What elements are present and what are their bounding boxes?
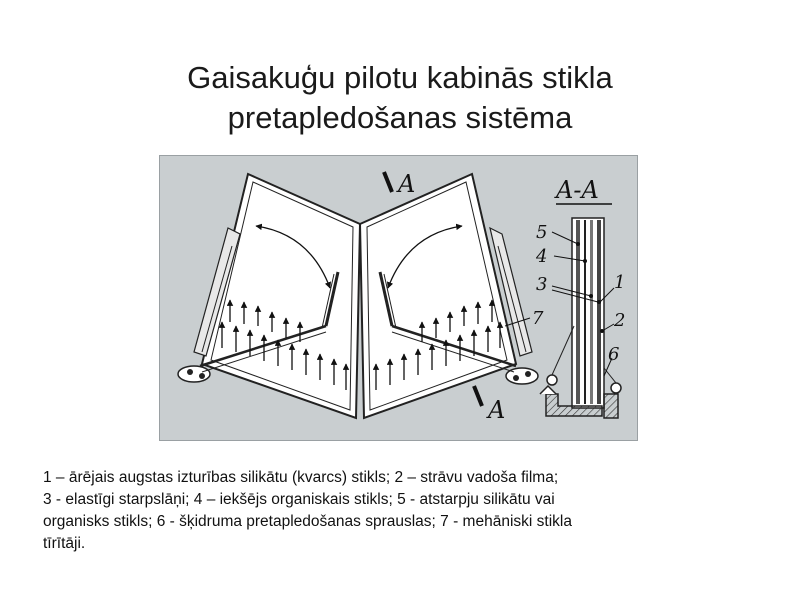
callout-7: 7 <box>532 308 544 329</box>
right-windshield-pane <box>360 174 516 418</box>
left-windshield-pane <box>202 174 360 418</box>
section-marker-bottom <box>474 386 505 424</box>
svg-text:A: A <box>398 170 416 198</box>
caption-line-1: 1 – ārējais augstas izturības silikātu (kvarcs) stikls; 2 – strāvu vadoša filma; <box>43 469 559 486</box>
callout-5: 5 <box>536 222 548 243</box>
callout-6: 6 <box>608 344 620 365</box>
section-title: A-A <box>556 176 599 204</box>
section-marker-top <box>384 170 415 198</box>
legend-caption <box>43 467 763 555</box>
callout-4: 4 <box>536 246 548 267</box>
caption-line-3: organisks stikls; 6 - šķidruma pretapledošanas sprauslas; 7 - mehāniski stikla <box>43 513 572 530</box>
slide-title <box>0 58 800 138</box>
svg-text:A: A <box>488 396 506 424</box>
callout-1: 1 <box>614 272 626 293</box>
caption-line-4: tīrītāji. <box>43 535 86 552</box>
callout-2: 2 <box>614 310 626 331</box>
title-line-1: Gaisakuģu pilotu kabinās stikla <box>187 60 613 95</box>
caption-line-2: 3 - elastīgi starpslāņi; 4 – iekšējs organiskais stikls; 5 - atstarpju silikātu vai <box>43 491 555 508</box>
callout-3: 3 <box>536 274 548 295</box>
windshield-diagram <box>159 155 638 441</box>
title-line-2: pretapledošanas sistēma <box>227 100 573 135</box>
